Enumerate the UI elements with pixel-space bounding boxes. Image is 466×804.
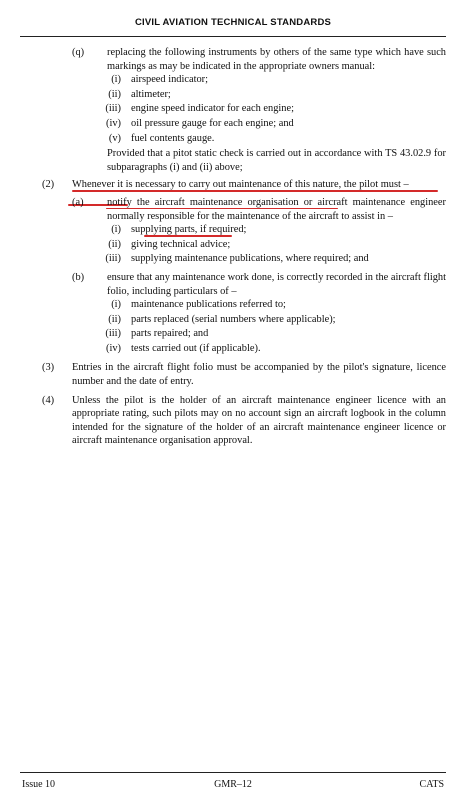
item-text: fuel contents gauge. <box>131 132 215 144</box>
item-number: (ii) <box>108 238 121 250</box>
footer-source: CATS <box>419 779 444 790</box>
annotation-underline <box>72 190 438 192</box>
item-number: (iv) <box>105 342 121 354</box>
item-text: giving technical advice; <box>131 238 231 250</box>
footer-page-number: GMR–12 <box>214 779 252 790</box>
paragraph-text: ensure that any maintenance work done, is correctly recorded in the aircraft flight folio, including particulars of – <box>107 271 446 297</box>
paragraph-3 <box>20 361 446 388</box>
paragraph-text: notify the aircraft maintenance organisation or aircraft maintenance engineer normally responsible for the maintenance of the aircraft to assist in – <box>107 196 446 222</box>
list-item <box>20 117 446 132</box>
item-text: parts repaired; and <box>131 328 209 340</box>
paragraph-marker: (b) <box>72 271 85 283</box>
paragraph-2a <box>20 196 446 223</box>
paragraph-4 <box>20 394 446 448</box>
item-text: tests carried out (if applicable). <box>131 342 261 354</box>
item-text: supplying maintenance publications, where required; and <box>131 253 369 265</box>
item-text: altimeter; <box>131 88 171 100</box>
list-item <box>20 298 446 313</box>
item-number: (i) <box>111 224 121 236</box>
paragraph-text: replacing the following instruments by others of the same type which have such markings as may be indicated in the appropriate owners manual: <box>107 47 446 72</box>
page-content <box>20 46 446 448</box>
paragraph-marker: (a) <box>72 196 84 208</box>
list-item <box>20 223 446 238</box>
list-item <box>20 327 446 342</box>
list-item <box>20 313 446 328</box>
item-number: (iii) <box>105 103 121 115</box>
paragraph-text: Entries in the aircraft flight folio must be accompanied by the pilot's signature, licence number and the date of entry. <box>72 362 446 388</box>
list-item <box>20 102 446 117</box>
paragraph-marker: (2) <box>42 179 55 191</box>
item-number: (ii) <box>108 88 121 100</box>
list-item <box>20 342 446 357</box>
item-text: oil pressure gauge for each engine; and <box>131 117 294 129</box>
paragraph-marker: (3) <box>42 362 55 374</box>
paragraph-text: Whenever it is necessary to carry out maintenance of this nature, the pilot must – <box>72 179 409 191</box>
list-item <box>20 132 446 147</box>
list-item <box>20 238 446 253</box>
page-header <box>20 14 446 37</box>
item-number: (i) <box>111 299 121 311</box>
item-text: supplying parts, if required; <box>131 224 247 236</box>
item-number: (v) <box>108 132 121 144</box>
footer-issue: Issue 10 <box>22 779 56 790</box>
list-item <box>20 88 446 103</box>
paragraph-q <box>20 46 446 73</box>
item-number: (iii) <box>105 253 121 265</box>
item-number: (i) <box>111 74 121 86</box>
item-number: (iii) <box>105 328 121 340</box>
list-item <box>20 73 446 88</box>
item-number: (ii) <box>108 313 121 325</box>
item-text: airspeed indicator; <box>131 74 209 86</box>
paragraph-2 <box>20 178 446 192</box>
header-title: CIVIL AVIATION TECHNICAL STANDARDS <box>134 17 332 28</box>
paragraph-text: Unless the pilot is the holder of an aircraft maintenance engineer licence with an appropriate rating, such pilots may on no account sign an aircraft logbook in the column intended for the signature of the holder of an aircraft maintenance engineer licence or aircraft maintenance organisation approval. <box>72 394 446 447</box>
item-text: engine speed indicator for each engine; <box>131 103 295 115</box>
paragraph-marker: (q) <box>72 47 85 58</box>
proviso-text: Provided that a pitot static check is carried out in accordance with TS 43.02.9 for subparagraphs (i) and (ii) above; <box>107 148 446 173</box>
page-footer <box>20 772 446 790</box>
list-item <box>20 252 446 267</box>
paragraph-2b <box>20 271 446 298</box>
item-text: maintenance publications referred to; <box>131 299 286 311</box>
paragraph-marker: (4) <box>42 394 55 406</box>
item-number: (iv) <box>105 117 121 129</box>
item-text: parts replaced (serial numbers where applicable); <box>131 313 336 325</box>
